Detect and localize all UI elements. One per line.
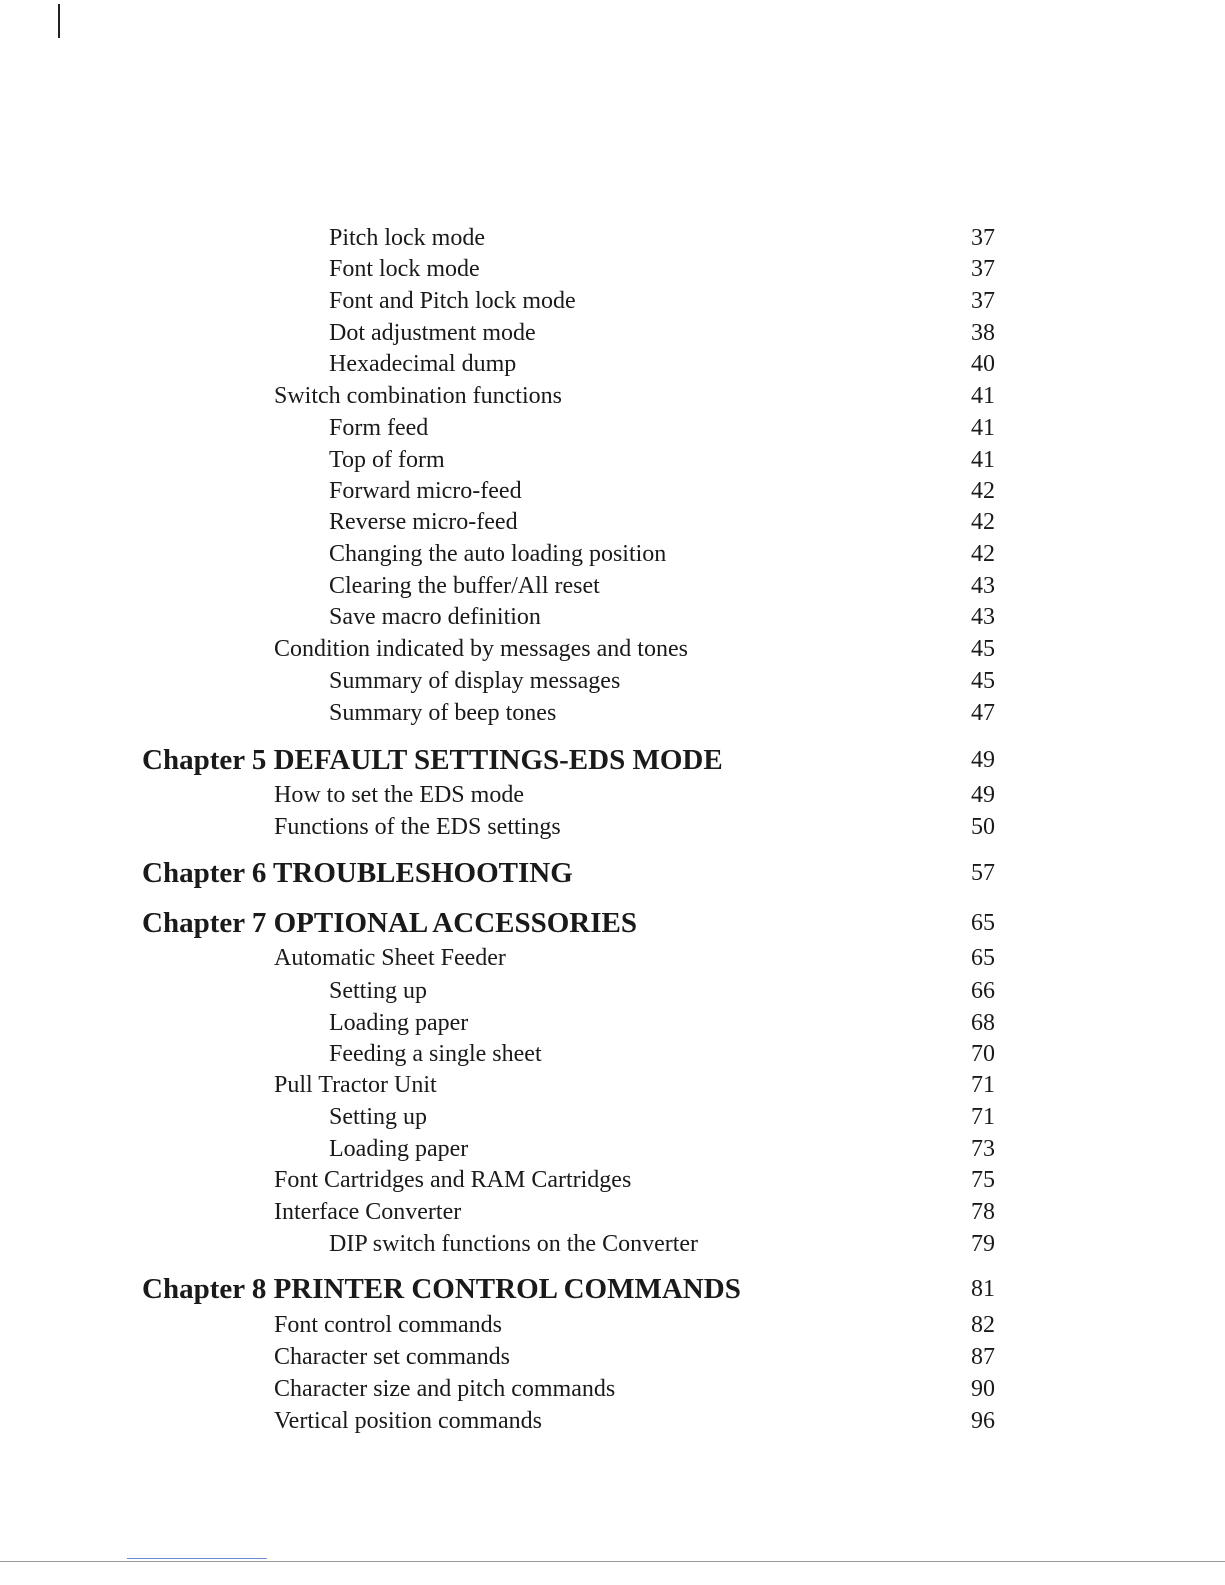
page-number: 41	[971, 447, 995, 473]
toc-entry	[0, 633, 1225, 665]
page-number: 43	[971, 573, 995, 599]
page-number: 42	[971, 509, 995, 535]
page-number: 45	[971, 668, 995, 694]
entry-title: Vertical position commands	[274, 1408, 542, 1434]
entry-title: Top of form	[329, 447, 445, 473]
entry-title: Clearing the buffer/All reset	[329, 573, 600, 599]
page-number: 43	[971, 604, 995, 630]
page-number: 45	[971, 636, 995, 662]
toc-chapter-entry	[0, 854, 1225, 892]
page-number: 47	[971, 700, 995, 726]
entry-title: Pitch lock mode	[329, 225, 485, 251]
entry-title: Font control commands	[274, 1312, 502, 1338]
toc-entry	[0, 1228, 1225, 1260]
toc-entry	[0, 1133, 1225, 1165]
entry-title: Pull Tractor Unit	[274, 1072, 437, 1098]
toc-entry	[0, 697, 1225, 729]
page-number: 42	[971, 541, 995, 567]
bottom-divider	[0, 1561, 1225, 1562]
entry-title: Font lock mode	[329, 256, 480, 282]
entry-title: DIP switch functions on the Converter	[329, 1231, 699, 1257]
page-number: 87	[971, 1344, 995, 1370]
entry-title: Loading paper	[329, 1010, 469, 1036]
toc-entry	[0, 665, 1225, 697]
entry-title: Setting up	[329, 1104, 428, 1130]
entry-title: Hexadecimal dump	[329, 351, 517, 377]
page-number: 49	[971, 782, 995, 808]
entry-title: Interface Converter	[274, 1199, 462, 1225]
page-number: 78	[971, 1199, 995, 1225]
page-number: 71	[971, 1104, 995, 1130]
toc-entry	[0, 811, 1225, 843]
page-number: 79	[971, 1231, 995, 1257]
toc-entry	[0, 222, 1225, 254]
page-number: 37	[971, 288, 995, 314]
page-number: 49	[971, 747, 995, 773]
entry-title: How to set the EDS mode	[274, 782, 524, 808]
toc-entry	[0, 253, 1225, 285]
page-number: 82	[971, 1312, 995, 1338]
toc-entry	[0, 1164, 1225, 1196]
page-number: 57	[971, 860, 995, 886]
toc-entry	[0, 1309, 1225, 1341]
toc-chapter-entry	[0, 904, 1225, 942]
toc-entry	[0, 1405, 1225, 1437]
entry-title: Save macro definition	[329, 604, 541, 630]
page-number: 37	[971, 256, 995, 282]
entry-title: Character size and pitch commands	[274, 1376, 616, 1402]
entry-title: Font and Pitch lock mode	[329, 288, 576, 314]
page-number: 50	[971, 814, 995, 840]
page-number: 41	[971, 383, 995, 409]
toc-chapter-entry	[0, 1270, 1225, 1308]
toc-entry	[0, 380, 1225, 412]
entry-title: Summary of display messages	[329, 668, 621, 694]
entry-title: Changing the auto loading position	[329, 541, 667, 567]
page-number: 38	[971, 320, 995, 346]
entry-title: Dot adjustment mode	[329, 320, 536, 346]
toc-entry	[0, 1196, 1225, 1228]
page-number: 42	[971, 478, 995, 504]
page-number: 41	[971, 415, 995, 441]
toc-entry	[0, 601, 1225, 633]
entry-title: Automatic Sheet Feeder	[274, 945, 506, 971]
toc-entry	[0, 779, 1225, 811]
toc-entry	[0, 506, 1225, 538]
chapter-title: Chapter 7 OPTIONAL ACCESSORIES	[142, 907, 637, 939]
page-number: 73	[971, 1136, 995, 1162]
entry-title: Summary of beep tones	[329, 700, 557, 726]
toc-entry	[0, 1101, 1225, 1133]
toc-entry	[0, 570, 1225, 602]
toc-entry	[0, 1007, 1225, 1039]
entry-title: Functions of the EDS settings	[274, 814, 561, 840]
page-number: 37	[971, 225, 995, 251]
page-number: 71	[971, 1072, 995, 1098]
page-number: 96	[971, 1408, 995, 1434]
chapter-title: Chapter 8 PRINTER CONTROL COMMANDS	[142, 1273, 741, 1305]
toc-entry	[0, 317, 1225, 349]
page-number: 40	[971, 351, 995, 377]
toc-entry	[0, 285, 1225, 317]
toc-entry	[0, 975, 1225, 1007]
page-number: 68	[971, 1010, 995, 1036]
toc-entry	[0, 475, 1225, 507]
entry-title: Setting up	[329, 978, 428, 1004]
toc-entry	[0, 942, 1225, 974]
entry-title: Switch combination functions	[274, 383, 562, 409]
toc-entry	[0, 1038, 1225, 1070]
entry-title: Feeding a single sheet	[329, 1041, 542, 1067]
toc-entry	[0, 412, 1225, 444]
page-number: 65	[971, 910, 995, 936]
margin-mark	[58, 4, 60, 38]
page-number: 75	[971, 1167, 995, 1193]
entry-title: Form feed	[329, 415, 429, 441]
chapter-title: Chapter 5 DEFAULT SETTINGS-EDS MODE	[142, 744, 723, 776]
toc-entry	[0, 1373, 1225, 1405]
entry-title: Condition indicated by messages and tones	[274, 636, 688, 662]
entry-title: Loading paper	[329, 1136, 469, 1162]
entry-title: Reverse micro-feed	[329, 509, 518, 535]
entry-title: Font Cartridges and RAM Cartridges	[274, 1167, 632, 1193]
toc-entry	[0, 444, 1225, 476]
page-number: 81	[971, 1276, 995, 1302]
page-number: 65	[971, 945, 995, 971]
page-number: 66	[971, 978, 995, 1004]
bottom-blue-line	[127, 1558, 267, 1559]
page-number: 90	[971, 1376, 995, 1402]
toc-entry	[0, 1341, 1225, 1373]
entry-title: Forward micro-feed	[329, 478, 522, 504]
toc-entry	[0, 1069, 1225, 1101]
toc-entry	[0, 348, 1225, 380]
page-number: 70	[971, 1041, 995, 1067]
entry-title: Character set commands	[274, 1344, 510, 1370]
toc-chapter-entry	[0, 741, 1225, 779]
toc-entry	[0, 538, 1225, 570]
chapter-title: Chapter 6 TROUBLESHOOTING	[142, 857, 573, 889]
